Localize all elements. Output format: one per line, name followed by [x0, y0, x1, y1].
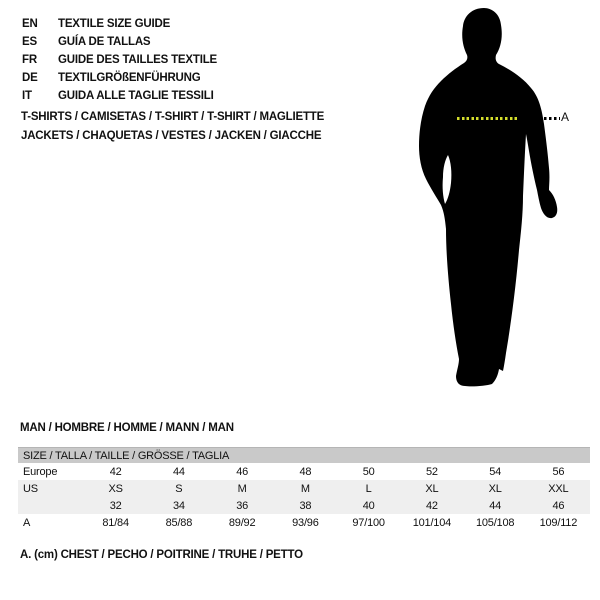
language-title: GUIDE DES TAILLES TEXTILE — [58, 54, 217, 66]
language-code: FR — [22, 54, 37, 66]
language-row-es — [22, 33, 217, 51]
size-cell: 32 — [109, 499, 122, 512]
row-label: US — [23, 482, 38, 495]
size-table — [18, 447, 590, 531]
category-line-tshirts: T-SHIRTS / CAMISETAS / T-SHIRT / T-SHIRT / MAGLIETTE — [21, 111, 325, 123]
size-cell: 105/108 — [475, 516, 515, 529]
size-cell: 81/84 — [102, 516, 129, 529]
size-cell: 36 — [236, 499, 249, 512]
language-row-en — [22, 15, 217, 33]
language-list — [22, 15, 217, 105]
size-cell: XXL — [548, 482, 569, 495]
table-row-chest-cm — [18, 514, 590, 531]
size-cell: 54 — [489, 465, 502, 478]
table-row-us — [18, 480, 590, 497]
language-row-de — [22, 69, 217, 87]
language-row-fr — [22, 51, 217, 69]
size-cell: 42 — [425, 499, 438, 512]
size-cell: S — [175, 482, 183, 495]
size-cell: M — [237, 482, 247, 495]
chest-measure-line-outer — [544, 117, 560, 120]
row-label: A — [23, 516, 31, 529]
language-title: GUIDA ALLE TAGLIE TESSILI — [58, 90, 214, 102]
size-cell: 93/96 — [292, 516, 319, 529]
chest-measure-line-inner — [457, 117, 518, 120]
language-title: GUÍA DE TALLAS — [58, 36, 151, 48]
size-cell: 46 — [236, 465, 249, 478]
language-title: TEXTILE SIZE GUIDE — [58, 18, 171, 30]
category-line-jackets: JACKETS / CHAQUETAS / VESTES / JACKEN / GIACCHE — [21, 130, 322, 142]
chest-footnote: A. (cm) CHEST / PECHO / POITRINE / TRUHE / PETTO — [20, 549, 303, 561]
size-cell: 52 — [425, 465, 438, 478]
language-title: TEXTILGRÖßENFÜHRUNG — [58, 72, 201, 84]
language-code: ES — [22, 36, 37, 48]
size-cell: 97/100 — [352, 516, 385, 529]
table-row-us-numeric — [18, 497, 590, 514]
size-cell: 109/112 — [539, 516, 578, 529]
language-code: DE — [22, 72, 38, 84]
language-row-it — [22, 87, 217, 105]
size-cell: 48 — [299, 465, 312, 478]
size-cell: 34 — [172, 499, 185, 512]
size-cell: 85/88 — [165, 516, 193, 529]
section-title-man: MAN / HOMBRE / HOMME / MANN / MAN — [20, 422, 234, 434]
size-cell: 42 — [109, 465, 122, 478]
row-label: Europe — [23, 465, 58, 478]
size-cell: L — [365, 482, 372, 495]
size-cell: XL — [425, 482, 439, 495]
size-cell: 44 — [489, 499, 502, 512]
size-cell: XL — [488, 482, 502, 495]
size-cell: 38 — [299, 499, 312, 512]
size-cell: 40 — [362, 499, 375, 512]
size-cell: 56 — [552, 465, 565, 478]
size-cell: 44 — [172, 465, 185, 478]
language-code: EN — [22, 18, 38, 30]
size-cell: M — [300, 482, 310, 495]
man-silhouette — [405, 0, 575, 400]
size-table-header: SIZE / TALLA / TAILLE / GRÖSSE / TAGLIA — [18, 447, 590, 463]
size-cell: 46 — [552, 499, 565, 512]
table-row-europe — [18, 463, 590, 480]
size-cell: 50 — [362, 465, 375, 478]
size-cell: 89/92 — [228, 516, 256, 529]
size-cell: 101/104 — [412, 516, 452, 529]
language-code: IT — [22, 90, 32, 102]
garment-categories — [21, 108, 324, 146]
size-cell: XS — [108, 482, 123, 495]
measure-label-a: A — [561, 110, 570, 124]
